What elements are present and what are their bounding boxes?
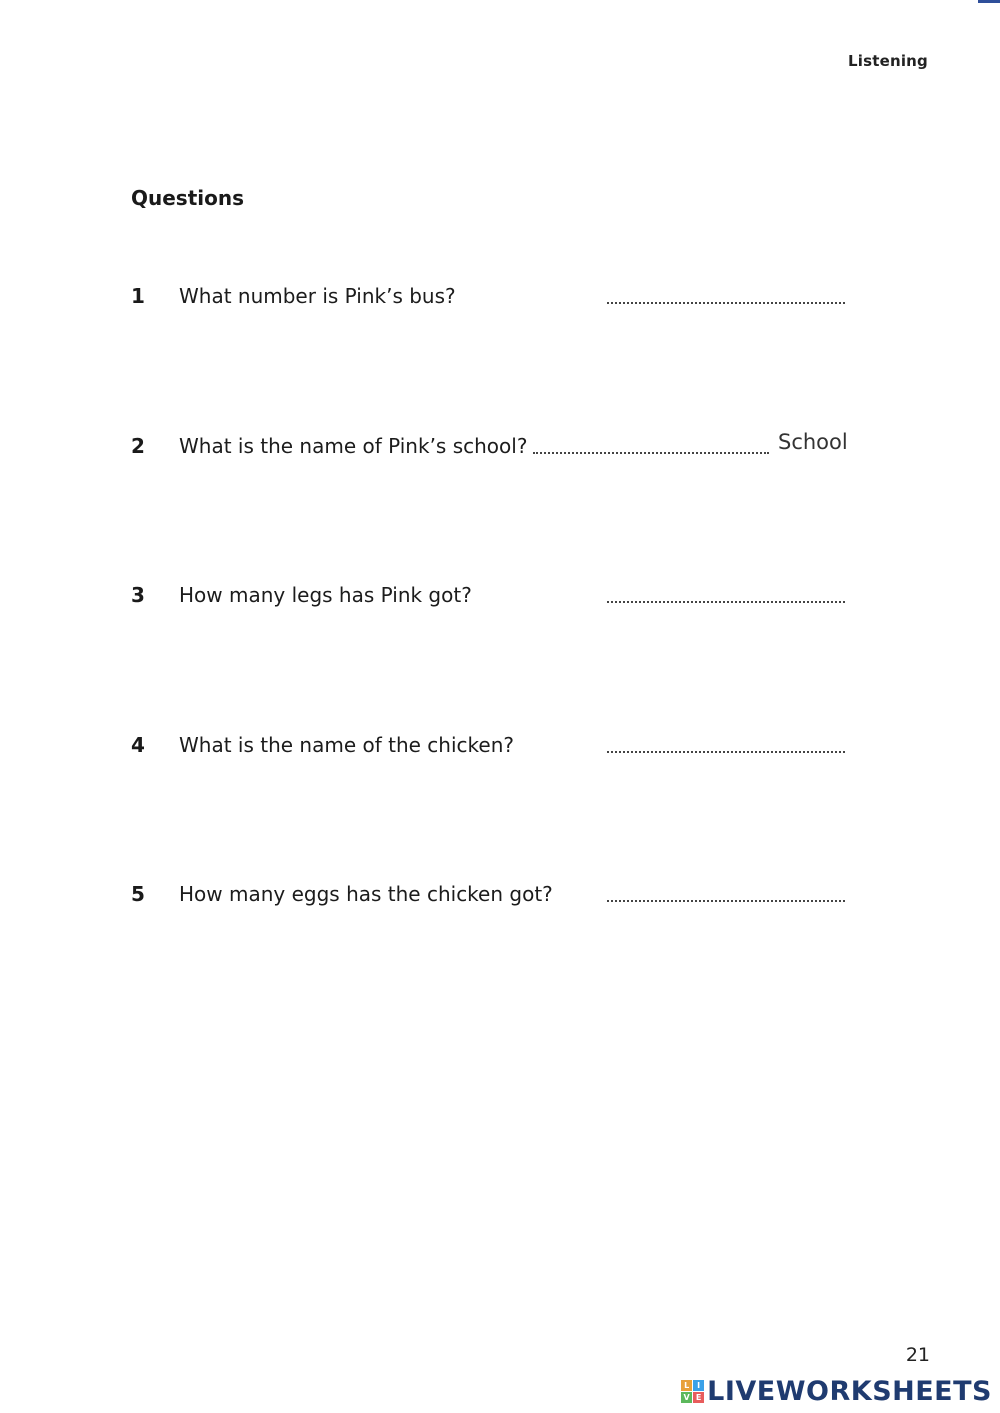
liveworksheets-logo-icon bbox=[681, 1380, 704, 1403]
logo-letter: E bbox=[693, 1392, 704, 1403]
question-number: 5 bbox=[131, 882, 145, 906]
liveworksheets-watermark bbox=[681, 1376, 992, 1407]
logo-letter: V bbox=[681, 1392, 692, 1403]
answer-field-3[interactable] bbox=[607, 601, 845, 603]
question-text: How many legs has Pink got? bbox=[179, 583, 472, 607]
logo-letter: L bbox=[681, 1380, 692, 1391]
question-4 bbox=[131, 733, 851, 773]
page-heading: Questions bbox=[131, 186, 245, 210]
question-number: 4 bbox=[131, 733, 145, 757]
question-5 bbox=[131, 882, 851, 922]
question-3 bbox=[131, 583, 851, 623]
answer-field-2[interactable] bbox=[533, 452, 769, 454]
question-text: What number is Pink’s bus? bbox=[179, 284, 456, 308]
answer-field-5[interactable] bbox=[607, 900, 845, 902]
question-1 bbox=[131, 284, 851, 324]
question-2 bbox=[131, 430, 851, 474]
question-number: 3 bbox=[131, 583, 145, 607]
answer-field-4[interactable] bbox=[607, 751, 845, 753]
answer-field-1[interactable] bbox=[607, 302, 845, 304]
question-text: How many eggs has the chicken got? bbox=[179, 882, 553, 906]
question-number: 2 bbox=[131, 434, 145, 458]
page-number: 21 bbox=[905, 1344, 930, 1366]
watermark-text: LIVEWORKSHEETS bbox=[707, 1376, 992, 1407]
answer-suffix: School bbox=[778, 430, 848, 454]
question-number: 1 bbox=[131, 284, 145, 308]
question-text: What is the name of Pink’s school? bbox=[179, 434, 528, 458]
section-label: Listening bbox=[847, 52, 928, 70]
question-text: What is the name of the chicken? bbox=[179, 733, 514, 757]
logo-letter: I bbox=[693, 1380, 704, 1391]
corner-mark bbox=[978, 0, 1000, 3]
